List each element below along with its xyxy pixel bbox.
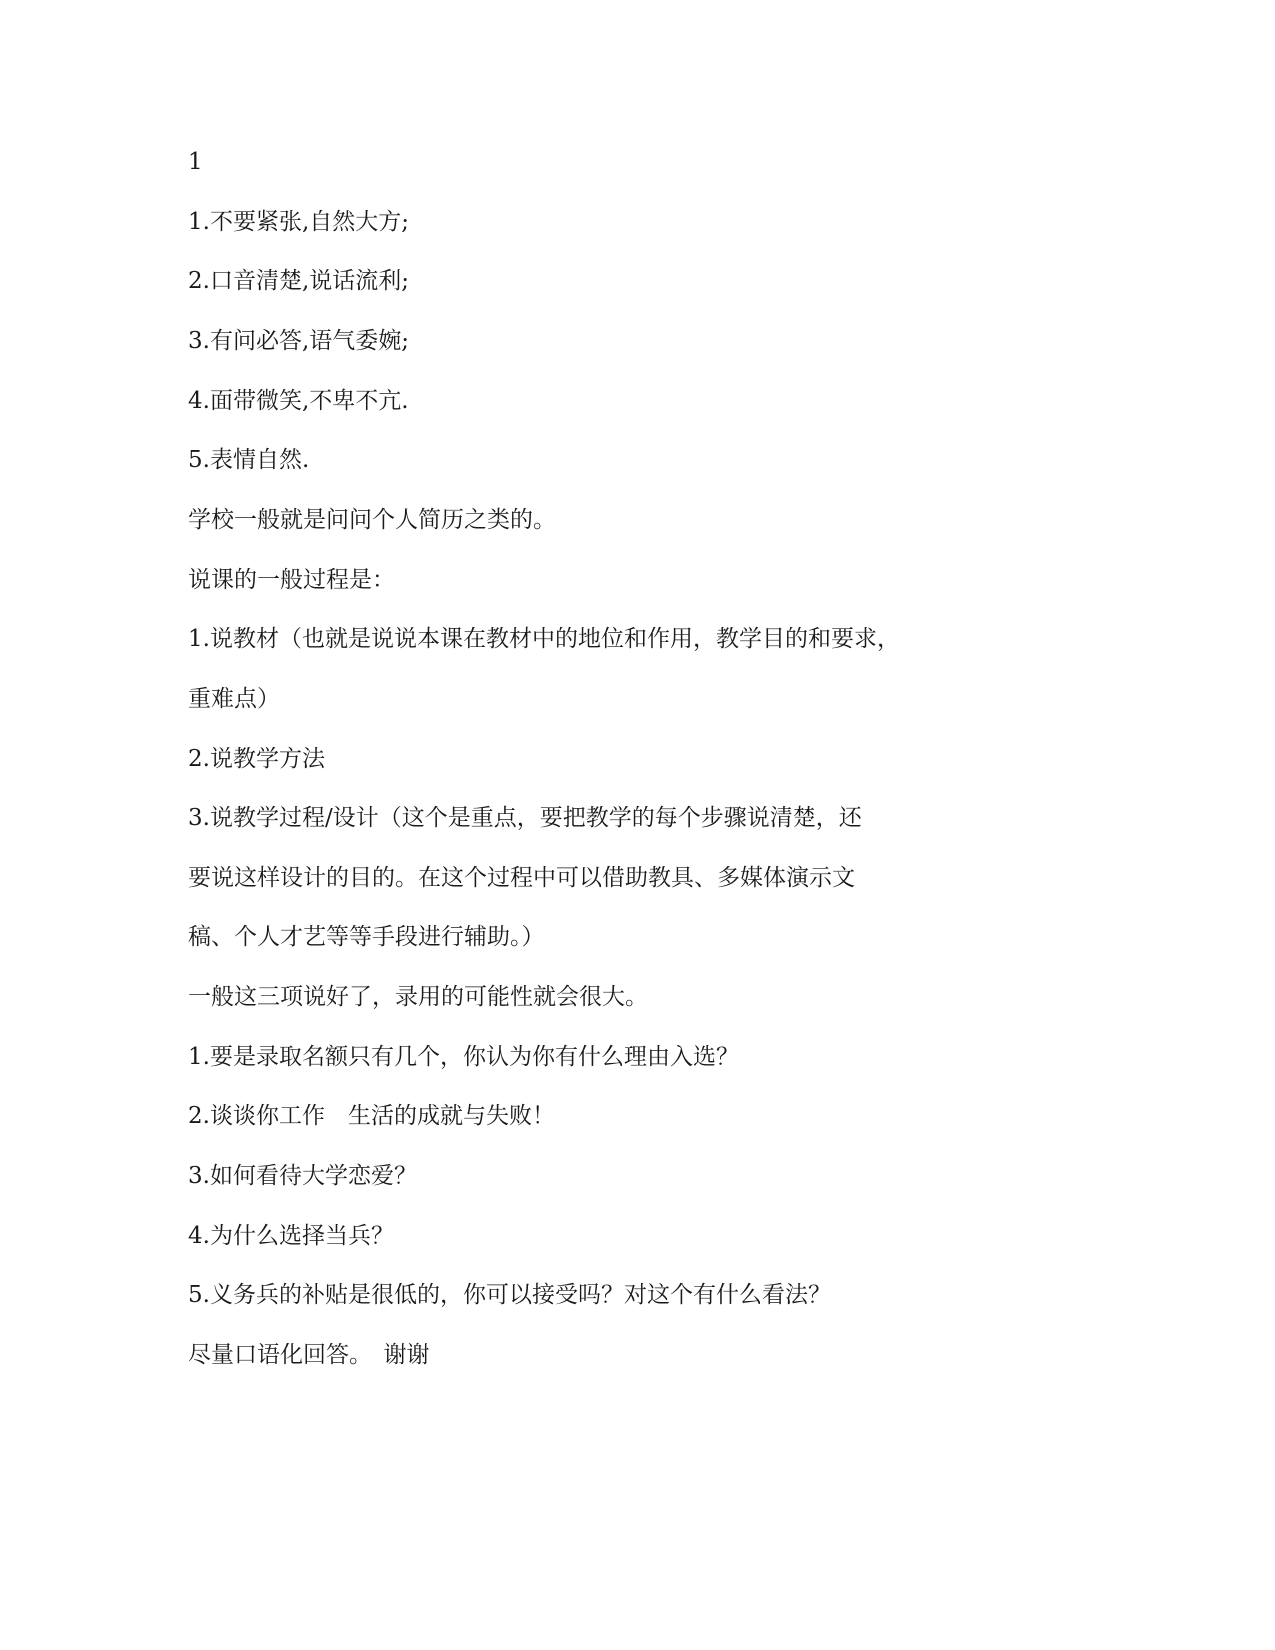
question-1: 1.要是录取名额只有几个，你认为你有什么理由入选？ bbox=[188, 1044, 739, 1070]
tip-line-3: 3.有问必答,语气委婉; bbox=[188, 328, 410, 354]
school-note: 学校一般就是问问个人简历之类的。 bbox=[188, 507, 556, 533]
tip-line-2: 2.口音清楚,说话流利; bbox=[188, 268, 410, 294]
question-5: 5.义务兵的补贴是很低的，你可以接受吗？对这个有什么看法？ bbox=[188, 1282, 831, 1308]
question-3: 3.如何看待大学恋爱？ bbox=[188, 1163, 417, 1189]
lecture-step-3-continued-2: 稿、个人才艺等等手段进行辅助。） bbox=[188, 924, 545, 950]
question-2: 2.谈谈你工作 生活的成就与失败！ bbox=[188, 1103, 555, 1129]
lecture-step-1-continued: 重难点） bbox=[188, 686, 280, 712]
question-4: 4.为什么选择当兵？ bbox=[188, 1223, 394, 1249]
lecture-process-heading: 说课的一般过程是： bbox=[188, 567, 395, 593]
tip-line-1: 1.不要紧张,自然大方; bbox=[188, 209, 410, 235]
lecture-summary: 一般这三项说好了，录用的可能性就会很大。 bbox=[188, 984, 648, 1010]
lecture-step-2: 2.说教学方法 bbox=[188, 746, 325, 772]
page-number: 1 bbox=[188, 149, 203, 175]
lecture-step-3: 3.说教学过程/设计（这个是重点，要把教学的每个步骤说清楚，还 bbox=[188, 805, 862, 831]
tip-line-4: 4.面带微笑,不卑不亢. bbox=[188, 388, 409, 414]
lecture-step-1: 1.说教材（也就是说说本课在教材中的地位和作用，教学目的和要求， bbox=[188, 626, 900, 652]
tip-line-5: 5.表情自然. bbox=[188, 447, 310, 473]
closing-note: 尽量口语化回答。 谢谢 bbox=[188, 1342, 430, 1368]
lecture-step-3-continued-1: 要说这样设计的目的。在这个过程中可以借助教具、多媒体演示文 bbox=[188, 865, 855, 891]
